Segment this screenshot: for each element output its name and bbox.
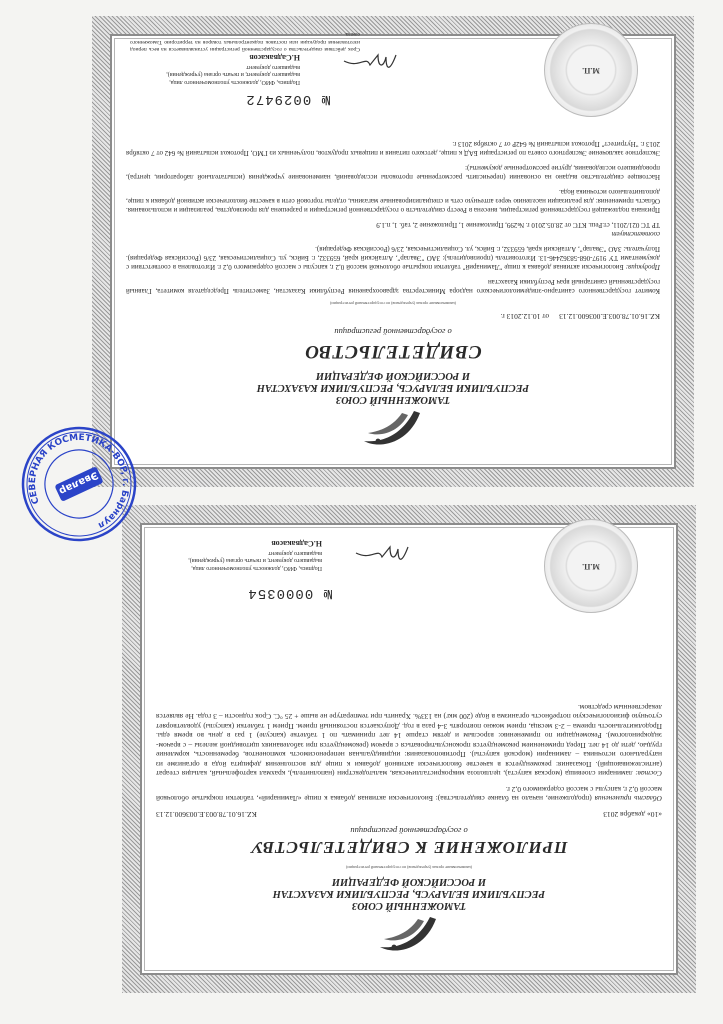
union-header: ТАМОЖЕННЫЙ СОЮЗ РЕСПУБЛИКИ БЕЛАРУСЬ, РЕСПУБЛИКИ КАЗАХСТАН И РОССИЙСКОЙ ФЕДЕРАЦИИ [256,369,530,405]
certificate-number: № 0029472 [245,91,330,107]
certificate-subtitle: о государственной регистрации [334,327,452,338]
certificate-bottom [122,505,696,993]
signer-caption: Подпись, ФИО, должность уполномоченного лица, выдавшего документ, и печать органа (учреждения), выдавшего документ [188,550,322,571]
stamp-inner-text: Эвалар [57,468,100,497]
signature-icon [352,539,412,567]
registration-number: KZ.16.01.78.003.E.003600.12.13 [156,809,257,819]
composition-text: ламинарии слоевища (морская капуста), целлюлоза микрокристаллическая, мальтодекстрин (наполнитель), крахмал картофельный, кальция стеарат (антислеживающий). Показания: рекомендуется в качестве биологически активной добавки к пище для восполнения дефицита йода в организме из натурального источника – ламинарии (морской капусты). Противопоказания: индивидуальная непереносимость компонентов, беременность, кормление грудью, дети до 14 лет. Перед применением рекомендуется проконсультироваться с врачом (рекомендуется при заболеваниях щитовидной железы – с врачом-эндокринологом). Рекомендации по применению: взрослым и детям старше 14 лет принимать по 1 таблетке (капсуле) 1 раз в день во время еды. Продолжительность приема – 2-3 месяца, прием можно повторять 3-4 раза в год. Допускается постоянный прием. Прием 1 таблетки (капсулы) удовлетворяет суточную физиологическую потребность организма в йоде (200 мкг) на 133%. Хранить при температуре не выше + 25 °С. Срок годности – 3 года. Не является лекарственным средством. [156,703,662,779]
certificate-top [92,16,694,487]
official-seal: М.П. [544,23,638,117]
compliance-section [126,220,660,238]
authority: Комитет государственного санитарно-эпидемиологического надзора Министерства здравоохранения Республики Казахстан, Заместитель Председателя комитета, Главный государственный санитарный врач Республики Казахстан [126,277,660,295]
registration-date: «10» декабря 2013 [603,809,662,819]
signer-block [162,539,322,572]
basis-text: Экспертное заключение Экспертного совета по регистрации БАД к пище, детского питания и пищевых продуктов, полученных из ГМО, Протокол испытаний № 642 от 7 октября 2013 г. "Нутритест" Протокол испытаний № 642Р от 7 октября 2013 г. [126,140,660,158]
authority-caption: (наименование органа (учреждения) по государственной регистрации) [330,301,456,307]
signer-name: Н.Садвакасов [271,539,322,549]
product-section [126,244,660,271]
registration-line [156,809,662,819]
official-seal: М.П. [544,519,638,613]
certificate-top-content [125,31,660,457]
company-stamp-icon [20,425,138,543]
union-header: ТАМОЖЕННЫЙ СОЮЗ РЕСПУБЛИКИ БЕЛАРУСЬ, РЕСПУБЛИКИ КАЗАХСТАН И РОССИЙСКОЙ ФЕДЕРАЦИИ [272,875,546,911]
scope-label: Область применения [594,794,662,804]
composition-label: Состав: [635,769,662,779]
appendix-number: № 0000354 [247,585,332,601]
certificate-title: СВИДЕТЕЛЬСТВО [304,340,482,362]
compliance-label: соответствует [611,229,660,238]
customs-union-emblem-icon [374,911,444,961]
customs-union-emblem-icon [358,405,428,455]
signer-caption: Подпись, ФИО, должность уполномоченного лица, выдавшего документ, и печать органа (учреждения), выдавшего документ [166,64,300,85]
validity-footnote: Срок действия свидетельства о государственной регистрации устанавливается на весь период изготовления продукции или поставок подконтрольных товаров на территорию Таможенного союза. [130,31,360,52]
stamp-outer-text: СЕВЕРНАЯ КОСМЕТИКА-BOP, г. Барнаул [27,432,131,531]
scope-section [156,784,662,803]
basis-note: Настоящее свидетельство выдано на основании (перечислить рассмотренные протоколы исследований, наименование учреждения (испытательной лаборатории, центра), проводившего исследования, другие рассмотренные документы): [126,164,660,182]
product-label: Продукция: [625,262,660,271]
appendix-title: ПРИЛОЖЕНИЕ К СВИДЕТЕЛЬСТВУ [250,838,568,858]
signer-name: Н.Садвакасов [249,53,300,63]
registration-number: KZ.16.01.78.003.E.003600.12.13 [559,311,660,321]
appendix-subtitle: о государственной регистрации [350,825,468,836]
registration-line [126,311,660,321]
usage-text: Признана подлежащей государственной регистрации, внесена в Реестр свидетельств о государственной регистрации и разрешена для производства, реализации и использования. Область применения: для реализации населению через аптечную сеть и специализированные магазины, отделы торговой сети в качестве биологически активной добавки к пище, дополнительного источника йода. [126,188,660,214]
product-text: Биологически активная добавка к пище "Ламинарий" таблетки покрытые оболочкой массой 0,2 г, капсулы с массой содержимого 0,2 г. Изготовлена в соответствии с документами ТУ 9197-068-58362446-13. Изготовитель (производитель): ЗАО "Эвалар", Алтайский край, 659332, г. Бийск, ул. Социалистическая, 23/6 (Российская Федерация). Получатель: ЗАО "Эвалар", Алтайский край, 659332, г. Бийск, ул. Социалистическая, 23/6 (Российская Федерация). [125,244,660,271]
certificate-bottom-content [156,533,662,963]
composition-section [156,703,662,779]
scope-text: (продолжение, начало на бланке свидетельства): Биологически активная добавка к пище «Ламинарий», таблетки покрытые оболочкой массой 0,2 г, капсулы с массой содержимого 0,2 г. [156,784,662,804]
registration-date: от 10.12.2013 г. [500,311,550,321]
compliance-text: ТР ТС 021/2011, ст.Реш. КТС от 28.05.2010 г. №299, Приложение 1, Приложение 2, таб. 1, п.1.9 [376,220,660,229]
signer-block [140,53,300,86]
authority-caption: (наименование органа (учреждения) по государственной регистрации) [346,864,472,870]
